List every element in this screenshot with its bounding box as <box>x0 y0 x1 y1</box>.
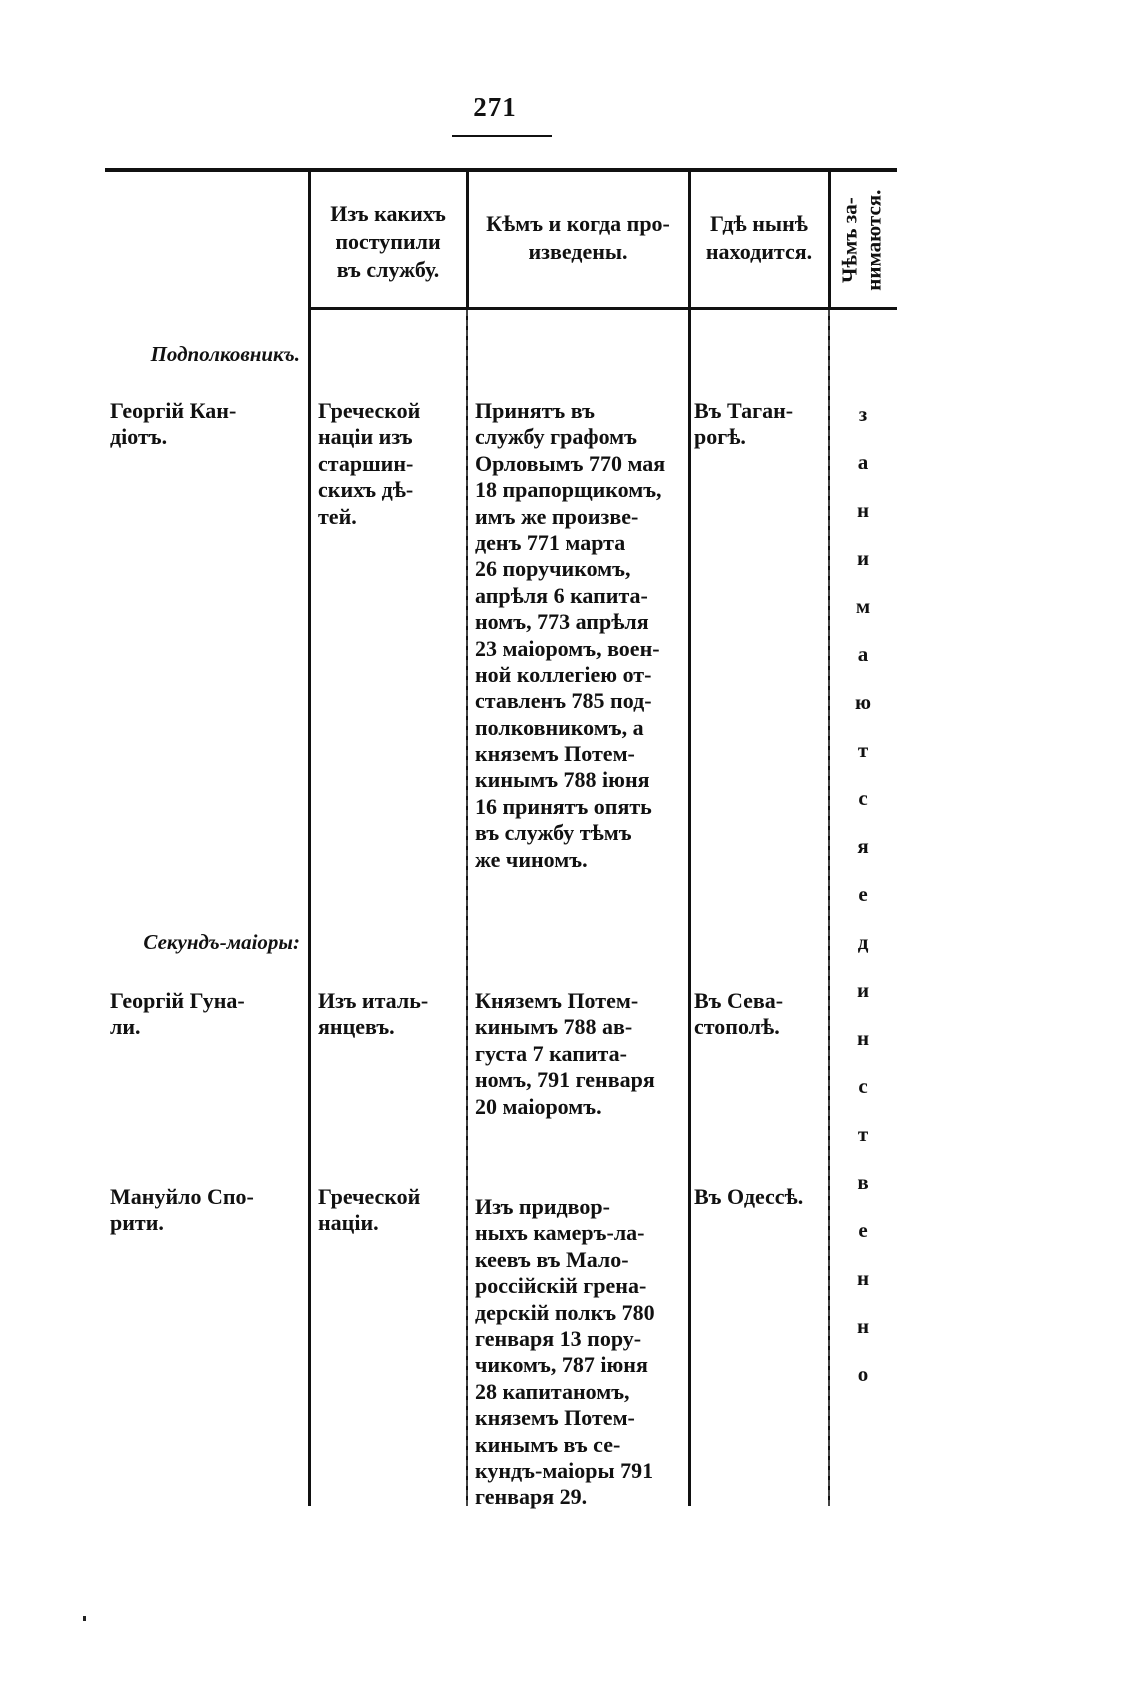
occupation-letter: а <box>857 642 869 666</box>
column-divider-where-header <box>828 172 831 308</box>
column-divider-left <box>308 172 311 1506</box>
column-divider-origin-header <box>466 172 469 308</box>
person-name-gunali: Георгій Гуна- ли. <box>110 988 245 1040</box>
person-origin-sporiti: Греческой націи. <box>318 1184 421 1236</box>
occupation-letter: а <box>857 450 869 474</box>
occupation-letter: в <box>857 1170 869 1194</box>
column-divider-service <box>688 172 691 1506</box>
occupation-letter: с <box>858 1074 868 1098</box>
occupation-letter: ю <box>854 690 872 714</box>
header-origin: Изъ какихъ поступили въ службу. <box>330 201 446 283</box>
print-speck <box>83 1616 86 1621</box>
person-service-gunali: Княземъ Потем- кинымъ 788 ав- густа 7 капита- номъ, 791 генваря 20 маіоромъ. <box>475 988 655 1119</box>
person-location-sporiti: Въ Одессѣ. <box>694 1184 804 1209</box>
occupation-letter: н <box>856 498 870 522</box>
occupation-letter: е <box>858 1218 868 1242</box>
occupation-letter: т <box>857 738 869 762</box>
page-number: 271 <box>473 92 517 122</box>
header-where: Гдѣ нынѣ находится. <box>705 211 813 265</box>
person-name-sporiti: Мануйло Спо- рити. <box>110 1184 254 1236</box>
header-service: Кѣмъ и когда про- изведены. <box>486 211 670 265</box>
occupation-letter: д <box>857 930 869 954</box>
occupation-letter: н <box>856 1266 870 1290</box>
occupation-letter: с <box>858 786 868 810</box>
person-name-kandiot: Георгій Кан- діотъ. <box>110 398 237 450</box>
person-location-kandiot: Въ Таган- рогѣ. <box>694 398 794 450</box>
person-service-sporiti: Изъ придвор- ныхъ камеръ-ла- кеевъ въ Мало- россійскій грена- дерскій полкъ 780 генваря 13 пору- чикомъ, 787 іюня 28 капитаномъ, княземъ Потем- кинымъ въ се- кундъ-маіоры 791 генваря 29. <box>475 1194 655 1510</box>
page-number-rule <box>452 135 552 137</box>
rank-heading-lieutenant-colonel: Подполковникъ. <box>150 342 300 366</box>
occupation-letter: м <box>855 594 871 618</box>
occupation-letter: з <box>858 402 868 426</box>
header-occupation <box>832 178 892 302</box>
occupation-letter: и <box>856 546 870 570</box>
table-header-rule <box>308 307 897 310</box>
person-origin-gunali: Изъ италь- янцевъ. <box>318 988 429 1040</box>
column-divider-where <box>828 310 830 1506</box>
occupation-letter: и <box>856 978 870 1002</box>
occupation-letter: н <box>856 1026 870 1050</box>
rank-heading-second-majors: Секундъ-маіоры: <box>143 930 300 954</box>
person-origin-kandiot: Греческой націи изъ старшин- скихъ дѣ- тей. <box>318 398 421 529</box>
person-service-kandiot: Принятъ въ службу графомъ Орловымъ 770 мая 18 прапорщикомъ, имъ же произве- денъ 771 марта 26 поручикомъ, апрѣля 6 капита- номъ, 773 апрѣля 23 маіоромъ, воен- ной коллегіею от- ставленъ 785 под- полковникомъ, а княземъ Потем- кинымъ 788 іюня 16 принятъ опять въ службу тѣмъ же чиномъ. <box>475 398 666 872</box>
occupation-letter: о <box>857 1362 869 1386</box>
header-occupation-text: Чѣмъ за- нимаются. <box>837 189 887 291</box>
occupation-letter: я <box>857 834 869 858</box>
occupation-letter: н <box>856 1314 870 1338</box>
occupation-letter: т <box>857 1122 869 1146</box>
person-location-gunali: Въ Сева- стополѣ. <box>694 988 784 1040</box>
table-top-rule <box>105 168 897 172</box>
occupation-letter: е <box>858 882 868 906</box>
